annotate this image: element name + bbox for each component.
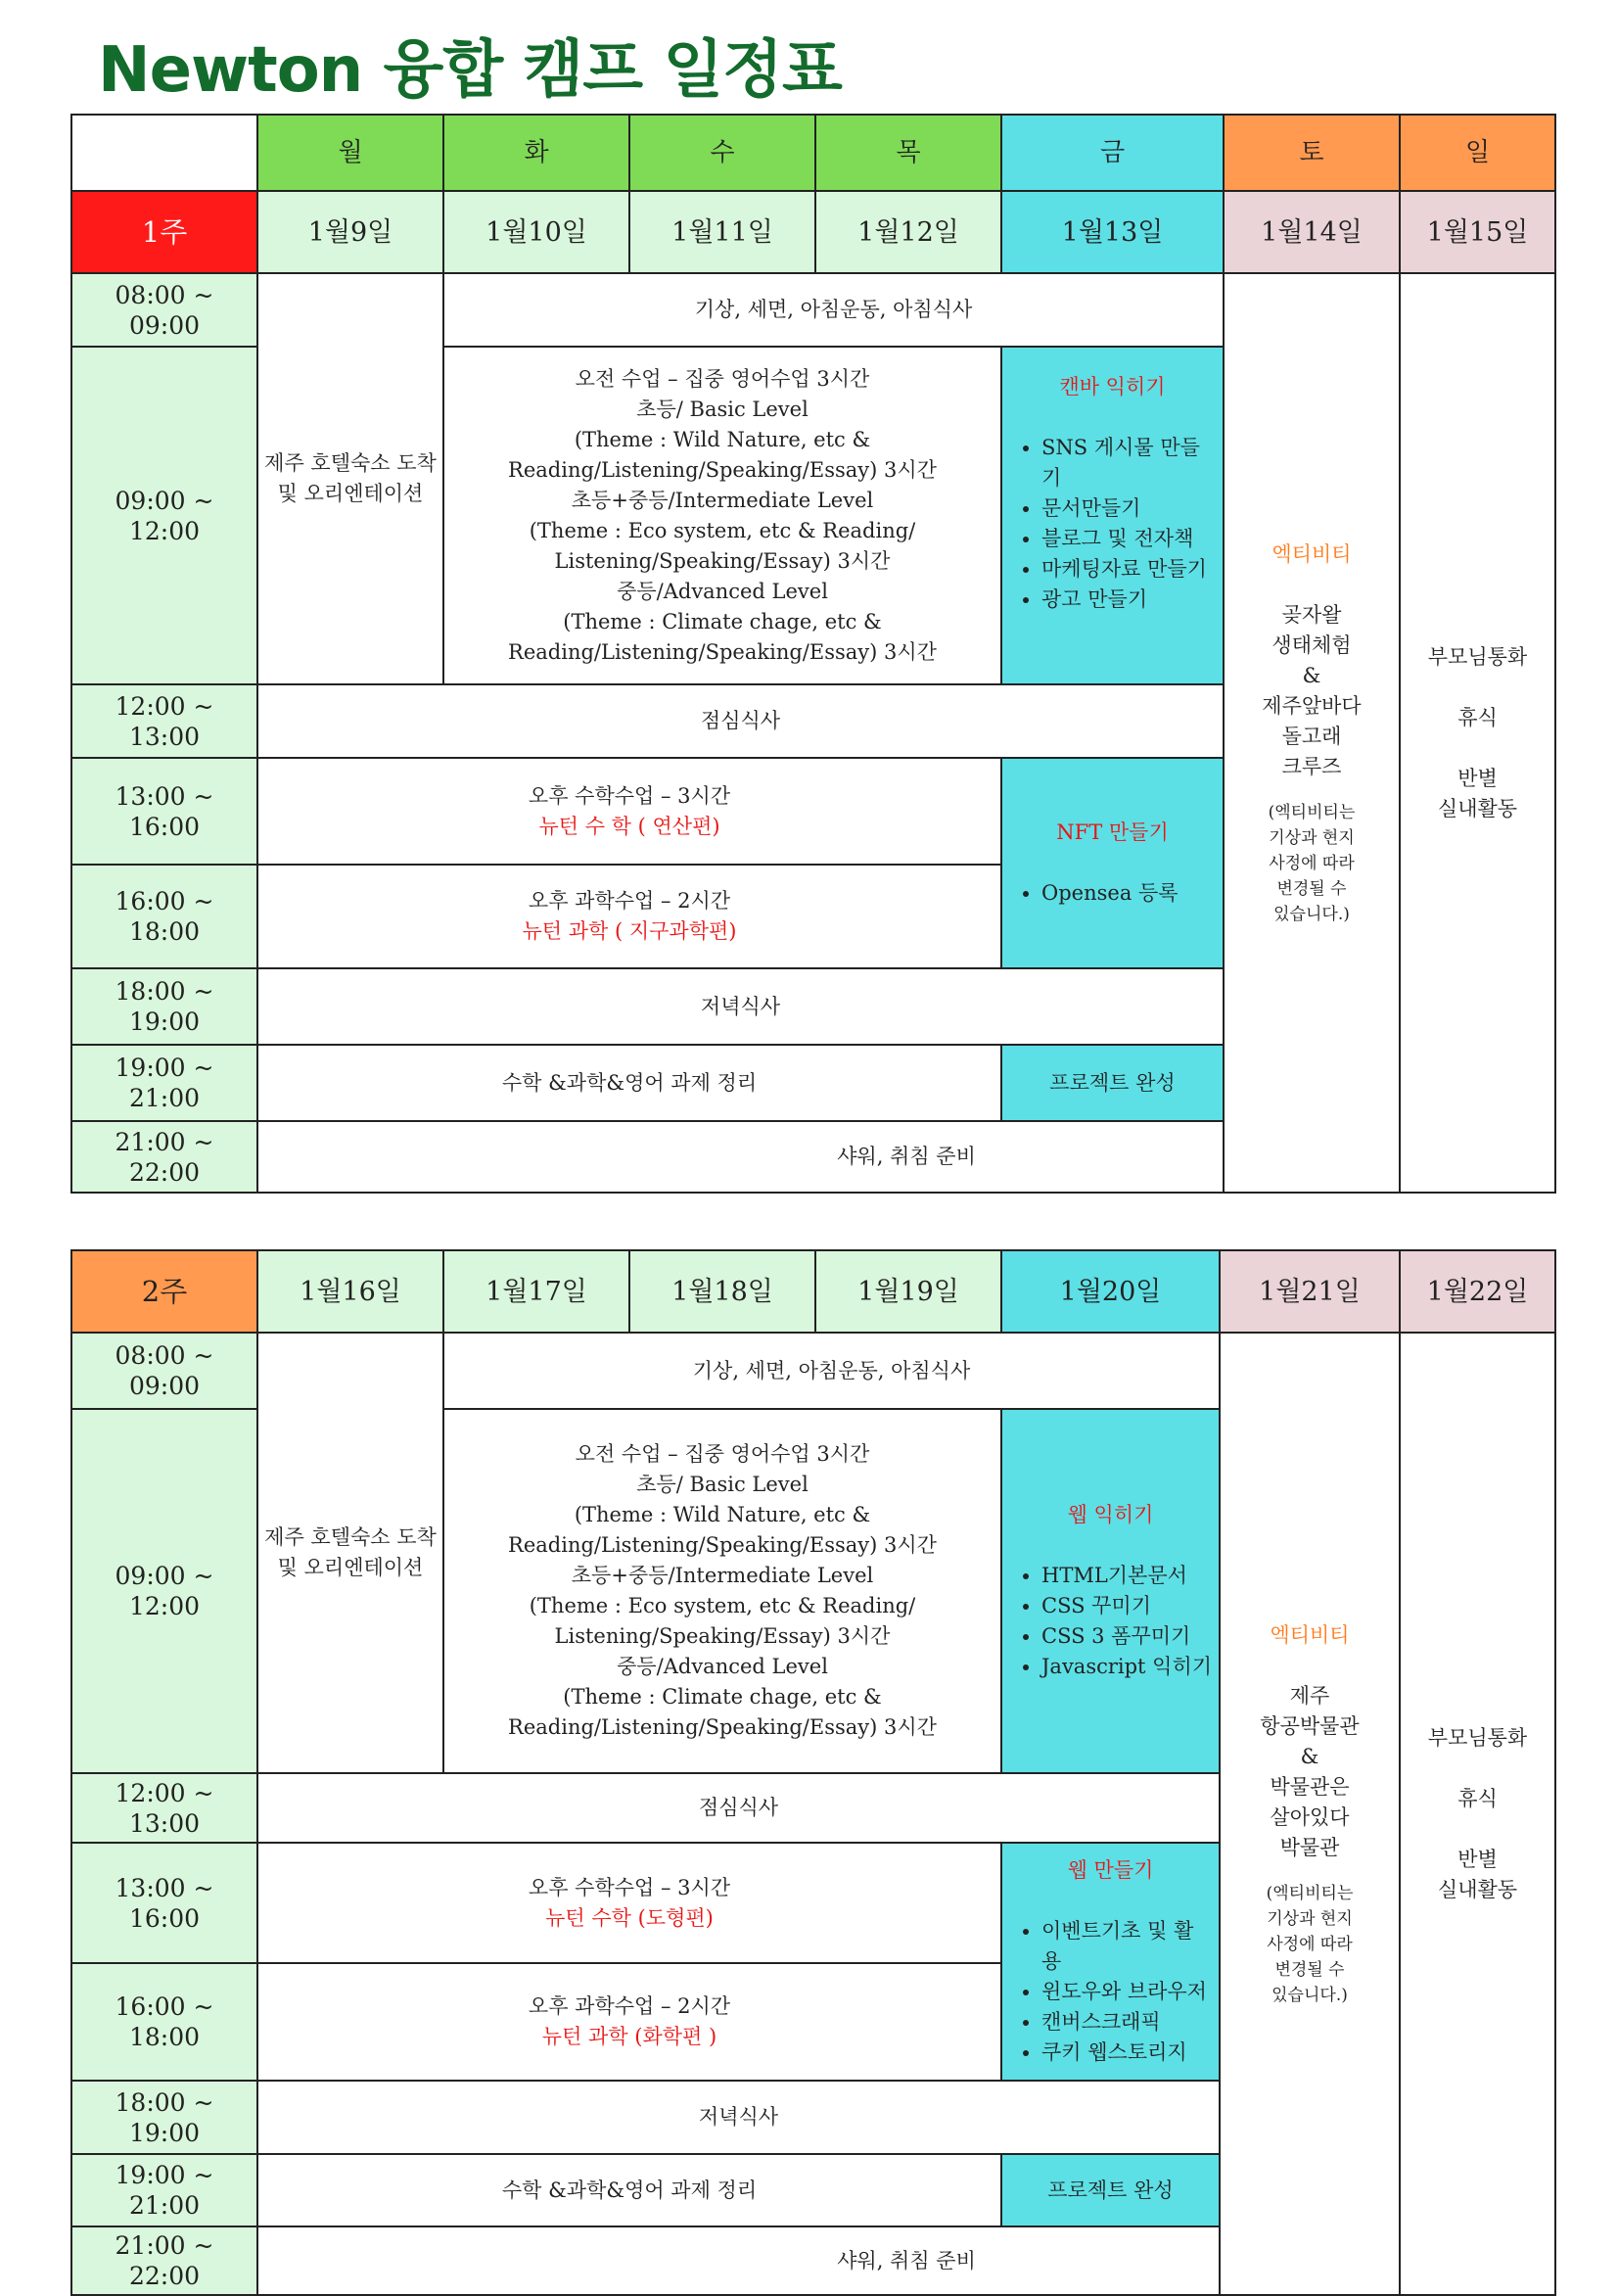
date-wed: 1월18일: [629, 1250, 815, 1333]
friday-am-block: 캔바 익히기 • SNS 게시물 만들기 • 문서만들기 • 블로그 및 전자책 • 마케팅자료 만들기 • 광고 만들기: [1001, 347, 1224, 684]
morning-routine: 기상, 세면, 아침운동, 아침식사: [443, 273, 1224, 347]
date-sun: 1월15일: [1400, 191, 1555, 273]
time-slot: 09:00 ~ 12:00: [71, 1409, 257, 1773]
lunch: 점심식사: [257, 684, 1224, 758]
project-complete: 프로젝트 완성: [1001, 2154, 1220, 2226]
dinner: 저녁식사: [257, 968, 1224, 1045]
english-class: 오전 수업 – 집중 영어수업 3시간 초등/ Basic Level (Theme : Wild Nature, etc & Reading/Listening/Speaking/Essay) 3시간 초등+중등/Intermediate Level (Theme : Eco system, etc & Reading/ Listening/Speaking/Essay) 3시간 중등/Advanced Level (Theme : Climate chage, etc & Reading/Listening/Speaking/Essay) 3시간: [443, 1409, 1001, 1773]
time-slot: 12:00 ~ 13:00: [71, 1773, 257, 1843]
page-title: Newton 융합 캠프 일정표: [98, 34, 842, 107]
time-slot: 19:00 ~ 21:00: [71, 1045, 257, 1121]
week2-schedule-table: [70, 1249, 1556, 2296]
homework: 수학 &과학&영어 과제 정리: [257, 2154, 1001, 2226]
time-slot: 08:00 ~ 09:00: [71, 273, 257, 347]
shower-bedtime: 샤워, 취침 준비: [257, 2226, 1555, 2295]
day-wed: 수: [629, 115, 815, 191]
week-label: 2주: [71, 1250, 257, 1333]
date-tue: 1월10일: [443, 191, 629, 273]
week-label: 1주: [71, 191, 257, 273]
time-slot: 16:00 ~ 18:00: [71, 865, 257, 968]
time-slot: 21:00 ~ 22:00: [71, 1121, 257, 1193]
project-complete: 프로젝트 완성: [1001, 1045, 1224, 1121]
day-thu: 목: [815, 115, 1001, 191]
date-wed: 1월11일: [629, 191, 815, 273]
time-slot: 18:00 ~ 19:00: [71, 2081, 257, 2154]
week1-schedule-table: [70, 114, 1556, 1194]
time-slot: 13:00 ~ 16:00: [71, 1843, 257, 1963]
day-fri: 금: [1001, 115, 1224, 191]
date-fri: 1월20일: [1001, 1250, 1220, 1333]
time-slot: 09:00 ~ 12:00: [71, 347, 257, 684]
arrival-cell: 제주 호텔숙소 도착 및 오리엔테이션: [257, 273, 443, 684]
friday-pm-block: 웹 만들기 • 이벤트기초 및 활용 • 윈도우와 브라우저 • 캔버스크래픽 • 쿠키 웹스토리지: [1001, 1843, 1220, 2081]
date-thu: 1월19일: [815, 1250, 1001, 1333]
date-fri: 1월13일: [1001, 191, 1224, 273]
homework: 수학 &과학&영어 과제 정리: [257, 1045, 1001, 1121]
day-sun: 일: [1400, 115, 1555, 191]
date-mon: 1월9일: [257, 191, 443, 273]
header-corner: [71, 115, 257, 191]
day-tue: 화: [443, 115, 629, 191]
morning-routine: 기상, 세면, 아침운동, 아침식사: [443, 1333, 1220, 1409]
date-sun: 1월22일: [1400, 1250, 1555, 1333]
day-sat: 토: [1224, 115, 1400, 191]
time-slot: 12:00 ~ 13:00: [71, 684, 257, 758]
time-slot: 21:00 ~ 22:00: [71, 2226, 257, 2295]
time-slot: 19:00 ~ 21:00: [71, 2154, 257, 2226]
day-mon: 월: [257, 115, 443, 191]
date-sat: 1월14일: [1224, 191, 1400, 273]
date-mon: 1월16일: [257, 1250, 443, 1333]
saturday-activity: 엑티비티 제주 항공박물관 & 박물관은 살아있다 박물관 (엑티비티는 기상과 현지 사정에 따라 변경될 수 있습니다.): [1220, 1333, 1400, 2295]
lunch: 점심식사: [257, 1773, 1220, 1843]
english-class: 오전 수업 – 집중 영어수업 3시간 초등/ Basic Level (Theme : Wild Nature, etc & Reading/Listening/Speaking/Essay) 3시간 초등+중등/Intermediate Level (Theme : Eco system, etc & Reading/ Listening/Speaking/Essay) 3시간 중등/Advanced Level (Theme : Climate chage, etc & Reading/Listening/Speaking/Essay) 3시간: [443, 347, 1001, 684]
sunday-activity: 부모님통화 휴식 반별 실내활동: [1400, 1333, 1555, 2295]
friday-pm-block: NFT 만들기 • Opensea 등록: [1001, 758, 1224, 968]
science-class: 오후 과학수업 – 2시간 뉴턴 과학 ( 지구과학편): [257, 865, 1001, 968]
saturday-activity: 엑티비티 곶자왈 생태체험 & 제주앞바다 돌고래 크루즈 (엑티비티는 기상과 현지 사정에 따라 변경될 수 있습니다.): [1224, 273, 1400, 1193]
friday-am-block: 웹 익히기 • HTML기본문서 • CSS 꾸미기 • CSS 3 폼꾸미기 • Javascript 익히기: [1001, 1409, 1220, 1773]
time-slot: 16:00 ~ 18:00: [71, 1963, 257, 2081]
math-class: 오후 수학수업 – 3시간 뉴턴 수 학 ( 연산편): [257, 758, 1001, 865]
science-class: 오후 과학수업 – 2시간 뉴턴 과학 (화학편 ): [257, 1963, 1001, 2081]
date-thu: 1월12일: [815, 191, 1001, 273]
dinner: 저녁식사: [257, 2081, 1220, 2154]
math-class: 오후 수학수업 – 3시간 뉴턴 수학 (도형편): [257, 1843, 1001, 1963]
time-slot: 13:00 ~ 16:00: [71, 758, 257, 865]
date-tue: 1월17일: [443, 1250, 629, 1333]
shower-bedtime: 샤워, 취침 준비: [257, 1121, 1555, 1193]
time-slot: 18:00 ~ 19:00: [71, 968, 257, 1045]
arrival-cell: 제주 호텔숙소 도착 및 오리엔테이션: [257, 1333, 443, 1773]
time-slot: 08:00 ~ 09:00: [71, 1333, 257, 1409]
date-sat: 1월21일: [1220, 1250, 1400, 1333]
sunday-activity: 부모님통화 휴식 반별 실내활동: [1400, 273, 1555, 1193]
